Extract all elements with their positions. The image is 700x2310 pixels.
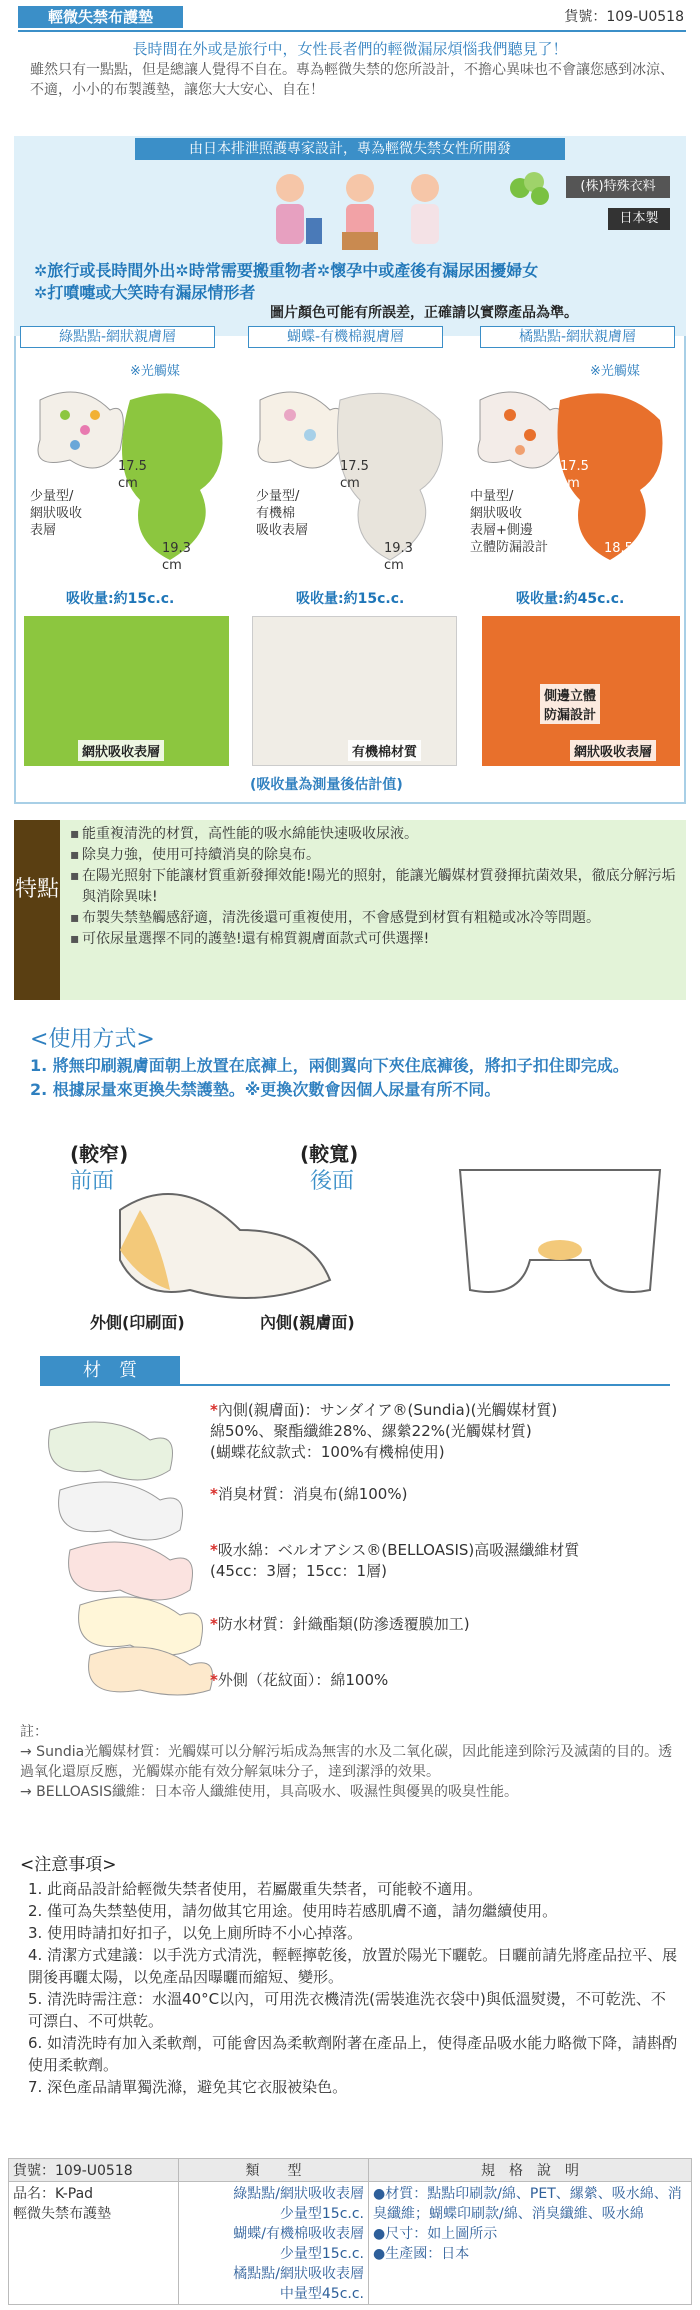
care-list (28, 1878, 678, 2098)
width-orange: 17.5 cm (560, 459, 589, 491)
header-divider (18, 30, 686, 32)
spec-header-type: 類 型 (179, 2159, 369, 2182)
back-label: 後面 (310, 1169, 355, 1194)
outer-side-label: 外側(印刷面) (90, 1313, 185, 1332)
material-notes: 註： → Sundia光觸媒材質：光觸媒可以分解污垢成為無害的水及二氧化碳，因此能達到除污及滅菌的目的。透過氧化還原反應，光觸媒亦能有效分解氣味分子，達到潔淨的效果。 → BELLOASIS纖維：日本帝人纖維使用，具高吸水、吸濕性與優異的吸臭性能。 (20, 1724, 673, 1800)
wide-label: (較寬) (300, 1142, 359, 1166)
care-item: 1. 此商品設計給輕微失禁者使用，若屬嚴重失禁者，可能較不適用。 (28, 1880, 483, 1898)
photocat-note-orange: ※光觸媒 (590, 364, 640, 379)
care-title: <注意事項> (20, 1855, 117, 1875)
product-header-green: 綠點點-網狀親膚層 (20, 326, 215, 348)
intro-body: 雖然只有一點點，但是總讓人覺得不自在。專為輕微失禁的您所設計，不擔心異味也不會讓您感到冰涼、不適，小小的布製護墊，讓您大大安心、自在！ (30, 62, 674, 98)
material-layer-waterproof: *防水材質：針織酯類(防滲透覆膜加工) (210, 1615, 470, 1633)
product-header-orange: 橘點點-網狀親膚層 (480, 326, 675, 348)
product-header-butterfly: 蝴蝶-有機棉親膚層 (248, 326, 443, 348)
care-item: 2. 僅可為失禁墊使用，請勿做其它用途。使用時若感肌膚不適，請勿繼續使用。 (28, 1902, 558, 1920)
width-butterfly: 17.5 cm (340, 459, 369, 491)
feature-item: ▪ 除臭力強，使用可持續消臭的除臭布。 (70, 845, 680, 866)
material-layer-outer: *外側（花紋面）：綿100% (210, 1671, 389, 1689)
design-banner: 由日本排泄照護專家設計，專為輕微失禁女性所開發 (135, 138, 565, 160)
absorb-footnote: (吸收量為測量後估計值) (250, 777, 403, 793)
material-layers-diagram (30, 1400, 230, 1700)
pad-diagram (80, 1170, 360, 1310)
spec-product-name: 品名：K-Pad 輕微失禁布護墊 (9, 2182, 179, 2305)
intro-headline: 長時間在外或是旅行中，女性長者們的輕微漏尿煩惱我們聽見了！ (132, 40, 568, 58)
material-title: 材 質 (40, 1356, 180, 1386)
height-orange: 18.5 cm (604, 541, 633, 573)
desc-orange: 中量型/ 網狀吸收 表層+側邊 立體防漏設計 (470, 489, 549, 555)
feature-line-1: ✲旅行或長時間外出✲時常需要搬重物者✲懷孕中或產後有漏尿困擾婦女 (34, 261, 539, 280)
spec-header-sku: 貨號：109-U0518 (9, 2159, 179, 2182)
caption-green: 網狀吸收表層 (78, 740, 164, 761)
feature-item: ▪ 能重複清洗的材質，高性能的吸水綿能快速吸收尿液。 (70, 824, 680, 845)
caption-orange: 網狀吸收表層 (570, 740, 656, 761)
care-item: 6. 如清洗時有加入柔軟劑，可能會因為柔軟劑附著在產品上，使得產品吸水能力略微下降，請斟酌使用柔軟劑。 (28, 2034, 678, 2074)
material-layer-inner: *內側(親膚面)：サンダイア®(Sundia)(光觸媒材質) 綿50%、聚酯纖維28%、縲縈22%(光觸媒材質) (蝴蝶花紋款式：100%有機棉使用) (210, 1401, 558, 1461)
spec-table (8, 2158, 692, 2305)
usage-steps: 1. 將無印刷親膚面朝上放置在底褲上，兩側翼向下夾住底褲後，將扣子扣住即完成。 2. 根據尿量來更換失禁護墊。※更換次數會因個人尿量有所不同。 (30, 1056, 629, 1099)
material-divider (40, 1384, 670, 1386)
care-item: 4. 清潔方式建議：以手洗方式清洗，輕輕擰乾後，放置於陽光下曬乾。日曬前請先將產品拉平、展開後再曬太陽，以免產品因曝曬而縮短、變形。 (28, 1946, 678, 1986)
origin-tag: 日本製 (608, 208, 670, 230)
height-butterfly: 19.3 cm (384, 541, 413, 573)
underwear-diagram (440, 1150, 680, 1320)
care-item: 3. 使用時請扣好扣子，以免上廁所時不小心掉落。 (28, 1924, 363, 1942)
narrow-label: (較窄) (70, 1142, 129, 1166)
people-illustration (250, 166, 460, 256)
feature-item: ▪ 在陽光照射下能讓材質重新發揮效能!陽光的照射，能讓光觸媒材質發揮抗菌效果，徹底分解污垢與消除異味! (70, 866, 680, 908)
features-list (70, 824, 680, 950)
sku-label: 貨號：109-U0518 (564, 9, 684, 25)
material-layer-deodorant: *消臭材質：消臭布(綿100%) (210, 1485, 408, 1503)
features-title: 特點 (14, 820, 60, 1000)
care-item: 7. 深色產品請單獨洗滌，避免其它衣服被染色。 (28, 2078, 348, 2096)
width-green: 17.5 cm (118, 459, 147, 491)
inner-side-label: 內側(親膚面) (260, 1313, 355, 1332)
side-leak-label: 側邊立體 防漏設計 (540, 684, 600, 724)
desc-green: 少量型/ 網狀吸收 表層 (30, 489, 83, 538)
maker-tag: (株)特殊衣料 (566, 176, 670, 198)
color-disclaimer: 圖片顏色可能有所誤差，正確請以實際產品為準。 (270, 305, 578, 321)
spec-types: 綠點點/網狀吸收表層 少量型15c.c. 蝴蝶/有機棉吸收表層 少量型15c.c. 橘點點/網狀吸收表層 中量型45c.c. (179, 2182, 369, 2305)
absorb-green: 吸收量:約15c.c. (66, 591, 175, 607)
feature-line-2: ✲打噴嚏或大笑時有漏尿情形者 (34, 283, 256, 302)
front-label: 前面 (70, 1169, 115, 1194)
feature-item: ▪ 布製失禁墊觸感舒適，清洗後還可重複使用，不會感覺到材質有粗糙或冰冷等問題。 (70, 908, 680, 929)
absorb-butterfly: 吸收量:約15c.c. (296, 591, 405, 607)
spec-header-spec: 規 格 說 明 (369, 2159, 692, 2182)
clover-icon (500, 168, 560, 208)
care-item: 5. 清洗時需注意：水溫40°C以內，可用洗衣機清洗(需裝進洗衣袋中)與低溫熨燙，不可乾洗、不可漂白、不可烘乾。 (28, 1990, 666, 2030)
product-title: 輕微失禁布護墊 (18, 6, 183, 28)
material-layer-absorbent: *吸水綿：ベルオアシス®(BELLOASIS)高吸濕纖維材質 (45cc：3層；15cc：1層) (210, 1541, 580, 1580)
caption-butterfly: 有機棉材質 (348, 740, 421, 761)
absorb-orange: 吸收量:約45c.c. (516, 591, 625, 607)
height-green: 19.3 cm (162, 541, 191, 573)
desc-butterfly: 少量型/ 有機棉 吸收表層 (256, 489, 309, 538)
photocat-note-green: ※光觸媒 (130, 364, 180, 379)
feature-item: ▪ 可依尿量選擇不同的護墊!還有棉質親膚面款式可供選擇! (70, 929, 680, 950)
spec-details: ●材質：點點印刷款/綿、PET、縲縈、吸水綿、消臭纖維；蝴蝶印刷款/綿、消臭纖維、吸水綿 ●尺寸：如上圖所示 ●生產國：日本 (369, 2182, 692, 2305)
usage-title: <使用方式> (30, 1027, 155, 1052)
